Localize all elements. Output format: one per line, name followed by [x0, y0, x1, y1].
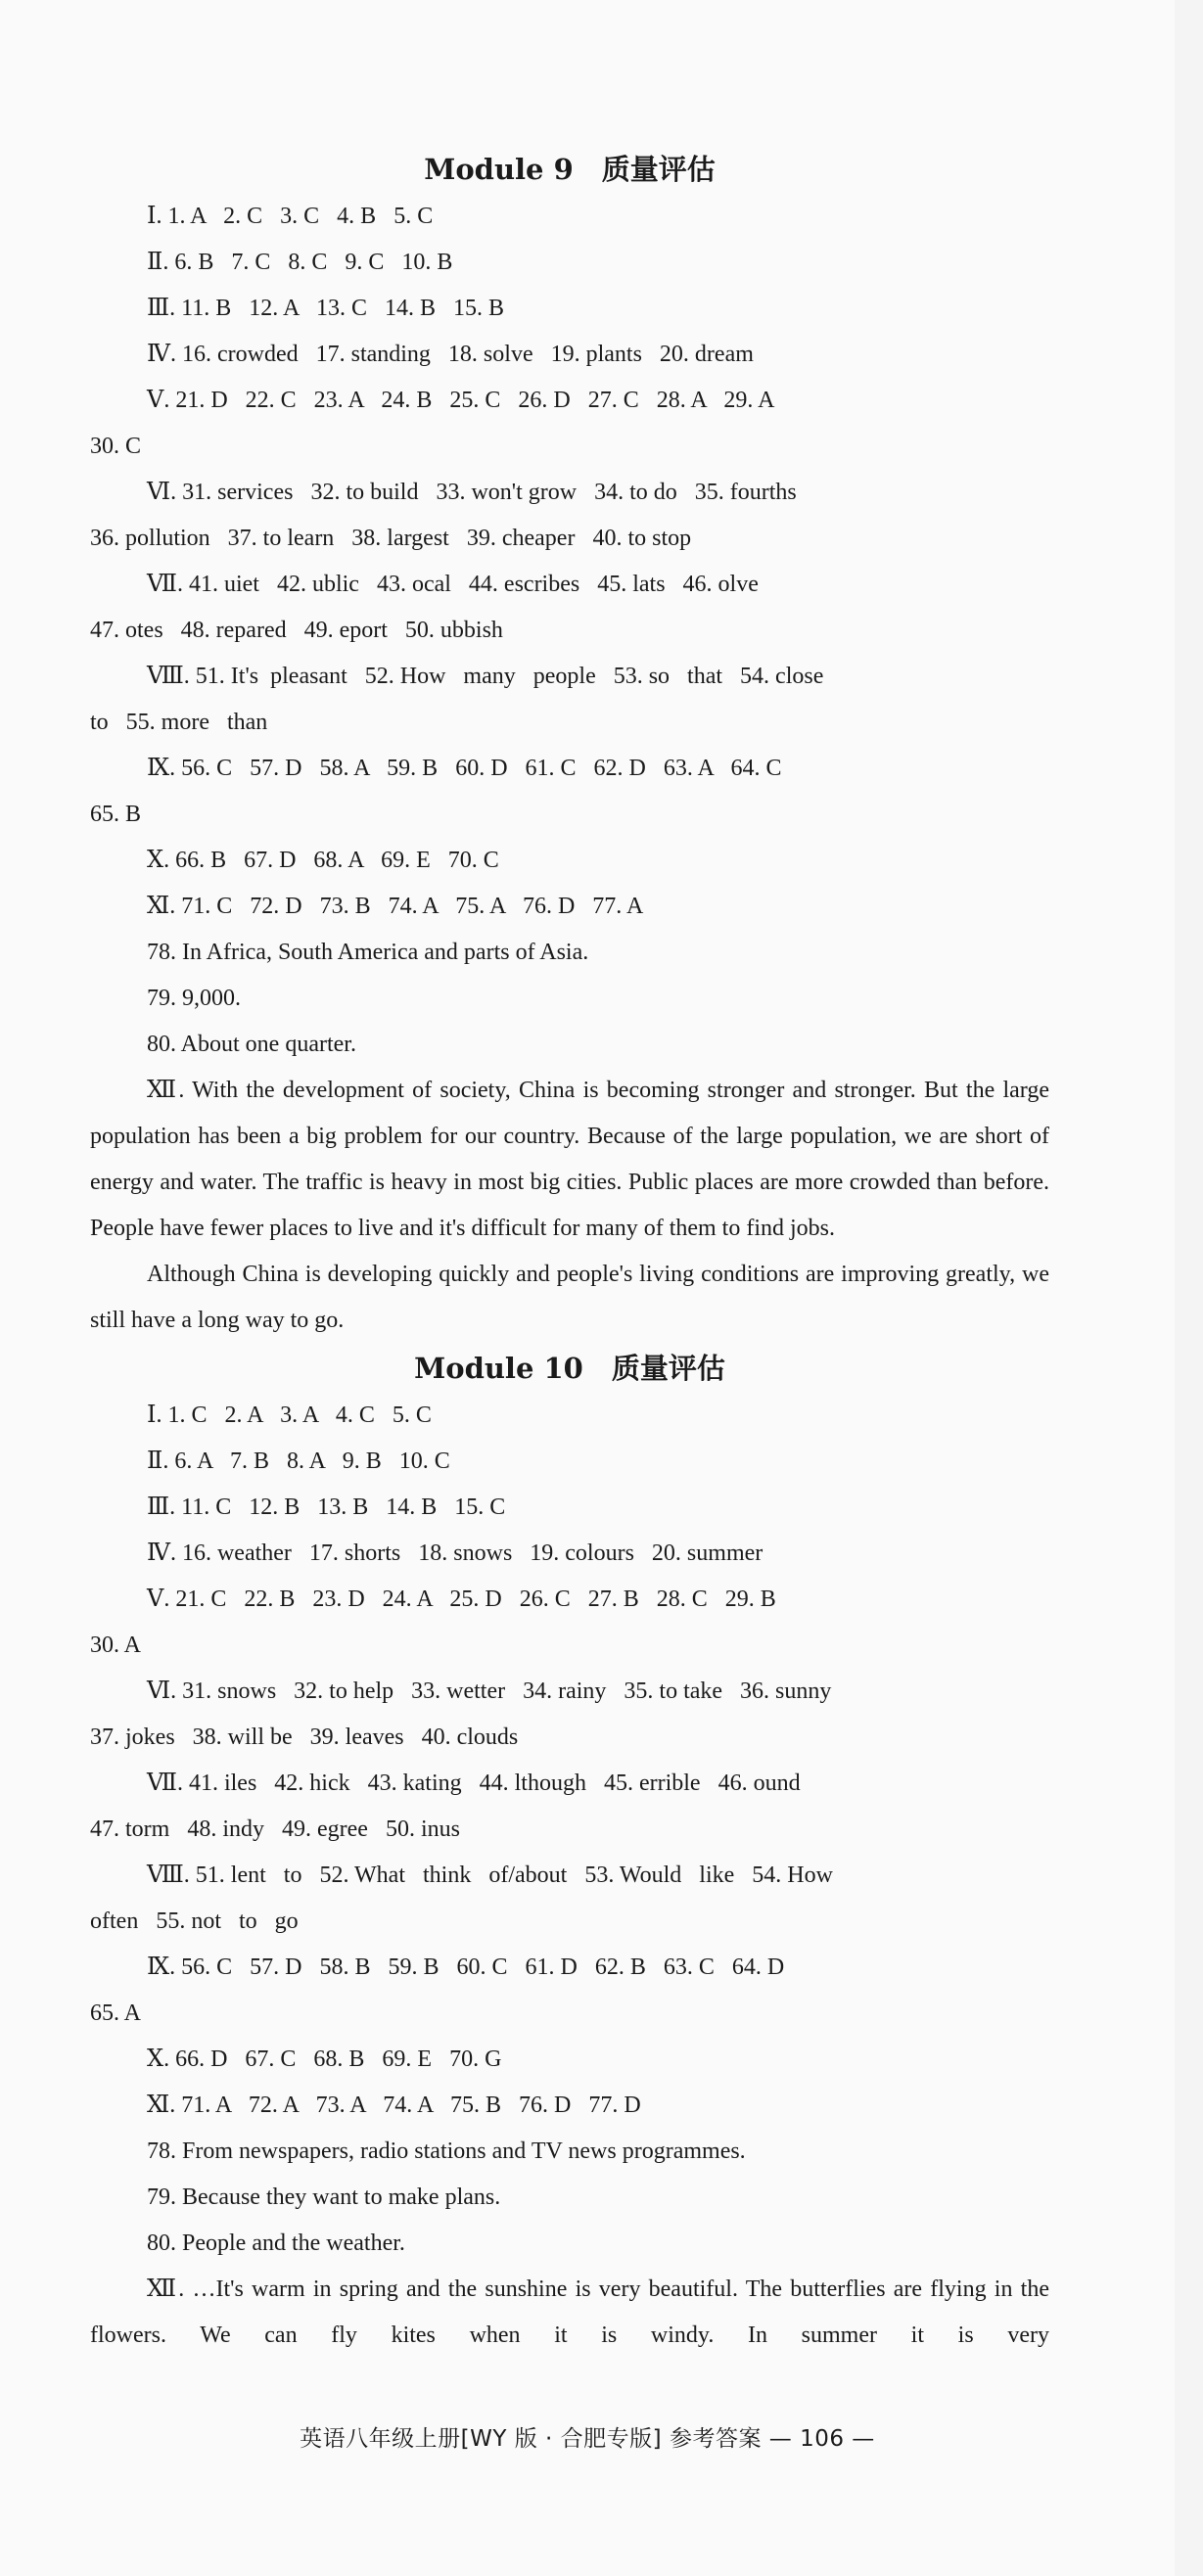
answer-line: Ⅰ. 1. A 2. C 3. C 4. B 5. C [147, 204, 434, 229]
module-10-answers [90, 1393, 1049, 2267]
answer-line: Ⅹ. 66. D 67. C 68. B 69. E 70. G [147, 2047, 502, 2072]
answer-line: Ⅳ. 16. crowded 17. standing 18. solve 19. plants 20. dream [147, 342, 754, 367]
module-10-section [90, 1344, 1049, 2359]
answer-line: Ⅰ. 1. C 2. A 3. A 4. C 5. C [147, 1403, 432, 1428]
answer-line: 47. torm 48. indy 49. egree 50. inus [90, 1817, 460, 1842]
answer-line: Ⅶ. 41. uiet 42. ublic 43. ocal 44. escribes 45. lats 46. olve [147, 572, 759, 597]
answer-line: 80. About one quarter. [147, 1032, 356, 1057]
answer-line: often 55. not to go [90, 1909, 299, 1934]
module-10-title: Module 10 质量评估 [414, 1352, 725, 1385]
answer-line: Ⅲ. 11. B 12. A 13. C 14. B 15. B [147, 296, 504, 321]
answer-line: Ⅺ. 71. C 72. D 73. B 74. A 75. A 76. D 77. A [147, 894, 644, 919]
answer-line: Ⅸ. 56. C 57. D 58. B 59. B 60. C 61. D 62. B 63. C 64. D [147, 1955, 785, 1980]
answer-line: 65. B [90, 802, 142, 827]
answer-line: Ⅶ. 41. iles 42. hick 43. kating 44. lthough 45. errible 46. ound [147, 1771, 801, 1796]
module-10-essay [90, 2267, 1049, 2359]
answer-line: Ⅴ. 21. C 22. B 23. D 24. A 25. D 26. C 27. B 28. C 29. B [147, 1587, 776, 1612]
answer-line: 65. A [90, 2001, 142, 2026]
answer-line: Ⅱ. 6. B 7. C 8. C 9. C 10. B [147, 250, 453, 275]
answer-line: Ⅷ. 51. It's pleasant 52. How many people 53. so that 54. close [147, 664, 824, 689]
essay-paragraph: Ⅻ. …It's warm in spring and the sunshine is very beautiful. The butterflies are flying in the flowers. We can fly kites when it is windy. In summer it is very [90, 2277, 1049, 2348]
essay-paragraph: Ⅻ. With the development of society, China is becoming stronger and stronger. But the large population has been a big problem for our country. Because of the large population, we are short of energy and water. The traffic is heavy in most big cities. Public places are more crowded than before. People have fewer places to live and it's difficult for many of them to find jobs. [90, 1078, 1049, 1241]
module-9-essay [90, 1068, 1049, 1344]
answer-line: Ⅳ. 16. weather 17. shorts 18. snows 19. colours 20. summer [147, 1541, 763, 1566]
answer-line: 47. otes 48. repared 49. eport 50. ubbish [90, 618, 503, 643]
answer-line: 80. People and the weather. [147, 2231, 405, 2256]
answer-line: Ⅵ. 31. snows 32. to help 33. wetter 34. rainy 35. to take 36. sunny [147, 1679, 832, 1704]
page-footer: 英语八年级上册[WY 版 · 合肥专版] 参考答案 — 106 — [300, 2426, 875, 2452]
answer-line: 30. A [90, 1633, 142, 1658]
answer-line: to 55. more than [90, 710, 268, 735]
answer-line: 79. 9,000. [147, 986, 241, 1011]
answer-line: Ⅲ. 11. C 12. B 13. B 14. B 15. C [147, 1495, 506, 1520]
answer-line: Ⅱ. 6. A 7. B 8. A 9. B 10. C [147, 1449, 450, 1474]
answer-line: 37. jokes 38. will be 39. leaves 40. clouds [90, 1725, 519, 1750]
essay-paragraph: Although China is developing quickly and people's living conditions are improving greatly, we still have a long way to go. [90, 1262, 1049, 1333]
answer-line: Ⅺ. 71. A 72. A 73. A 74. A 75. B 76. D 77. D [147, 2093, 641, 2118]
module-9-section [90, 145, 1049, 1344]
answer-line: 78. In Africa, South America and parts of Asia. [147, 940, 589, 965]
answer-line: Ⅵ. 31. services 32. to build 33. won't grow 34. to do 35. fourths [147, 480, 797, 505]
answer-line: Ⅸ. 56. C 57. D 58. A 59. B 60. D 61. C 62. D 63. A 64. C [147, 756, 782, 781]
answer-line: 30. C [90, 434, 142, 459]
answer-line: 79. Because they want to make plans. [147, 2185, 501, 2210]
answer-line: Ⅴ. 21. D 22. C 23. A 24. B 25. C 26. D 27. C 28. A 29. A [147, 388, 775, 413]
answer-line: Ⅷ. 51. lent to 52. What think of/about 53. Would like 54. How [147, 1863, 833, 1888]
answer-line: 36. pollution 37. to learn 38. largest 39. cheaper 40. to stop [90, 526, 692, 551]
answer-line: 78. From newspapers, radio stations and TV news programmes. [147, 2139, 746, 2164]
module-9-answers [90, 194, 1049, 1068]
answer-line: Ⅹ. 66. B 67. D 68. A 69. E 70. C [147, 848, 499, 873]
module-9-title: Module 9 质量评估 [424, 153, 716, 186]
page-content [90, 145, 1049, 2359]
